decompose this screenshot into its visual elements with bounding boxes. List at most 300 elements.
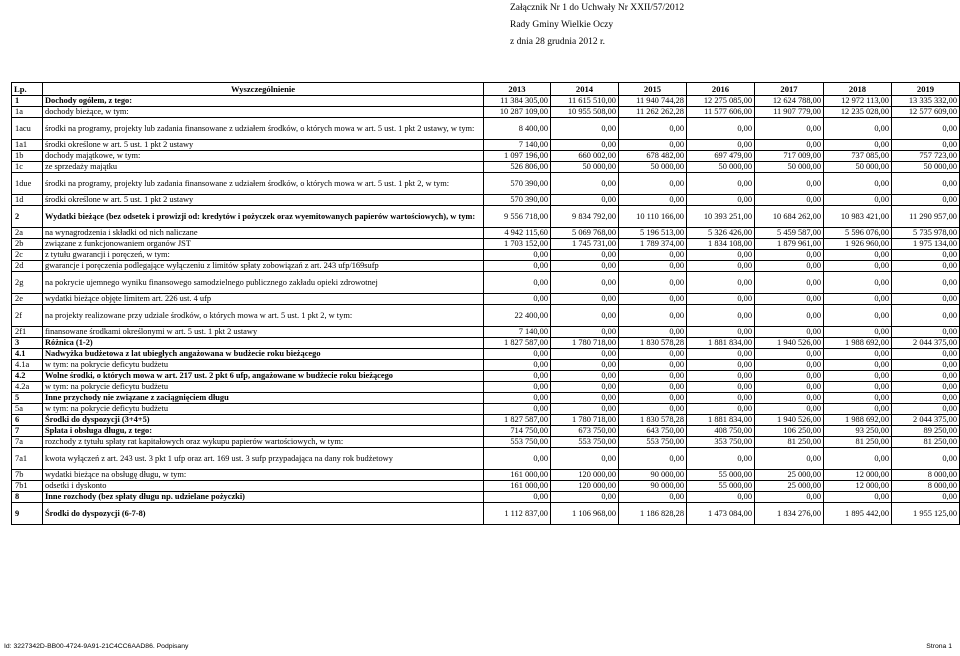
value-cell: 0,00 bbox=[755, 448, 824, 470]
table-row bbox=[12, 250, 960, 261]
value-cell: 1 789 374,00 bbox=[619, 239, 687, 250]
value-cell: 0,00 bbox=[551, 404, 619, 415]
value-cell: 1 827 587,00 bbox=[484, 338, 551, 349]
value-cell: 0,00 bbox=[484, 250, 551, 261]
value-cell: 0,00 bbox=[755, 360, 824, 371]
column-header-year: 2019 bbox=[892, 83, 960, 96]
row-number: 1a bbox=[12, 107, 43, 118]
table-row bbox=[12, 481, 960, 492]
table-row bbox=[12, 437, 960, 448]
value-cell: 0,00 bbox=[687, 272, 755, 294]
value-cell: 9 556 718,00 bbox=[484, 206, 551, 228]
table-row bbox=[12, 261, 960, 272]
row-number: 4.1 bbox=[12, 349, 43, 360]
value-cell: 526 806,00 bbox=[484, 162, 551, 173]
row-description: wydatki bieżące na obsługę długu, w tym: bbox=[43, 470, 484, 481]
row-number: 7a bbox=[12, 437, 43, 448]
value-cell: 0,00 bbox=[892, 305, 960, 327]
value-cell: 93 250,00 bbox=[824, 426, 892, 437]
value-cell: 1 097 196,00 bbox=[484, 151, 551, 162]
value-cell: 0,00 bbox=[687, 118, 755, 140]
value-cell: 0,00 bbox=[892, 393, 960, 404]
value-cell: 0,00 bbox=[551, 448, 619, 470]
value-cell: 0,00 bbox=[755, 393, 824, 404]
value-cell: 10 955 508,00 bbox=[551, 107, 619, 118]
value-cell: 25 000,00 bbox=[755, 481, 824, 492]
value-cell: 0,00 bbox=[892, 371, 960, 382]
value-cell: 0,00 bbox=[551, 382, 619, 393]
value-cell: 1 703 152,00 bbox=[484, 239, 551, 250]
table-row bbox=[12, 503, 960, 525]
row-number: 5 bbox=[12, 393, 43, 404]
value-cell: 8 000,00 bbox=[892, 470, 960, 481]
value-cell: 1 881 834,00 bbox=[687, 415, 755, 426]
value-cell: 1 830 578,28 bbox=[619, 415, 687, 426]
row-description: Różnica (1-2) bbox=[43, 338, 484, 349]
table-row bbox=[12, 382, 960, 393]
value-cell: 1 879 961,00 bbox=[755, 239, 824, 250]
value-cell: 1 834 108,00 bbox=[687, 239, 755, 250]
value-cell: 0,00 bbox=[551, 327, 619, 338]
value-cell: 0,00 bbox=[687, 404, 755, 415]
table-row bbox=[12, 162, 960, 173]
row-number: 8 bbox=[12, 492, 43, 503]
value-cell: 0,00 bbox=[755, 327, 824, 338]
table-row bbox=[12, 448, 960, 470]
value-cell: 11 907 779,00 bbox=[755, 107, 824, 118]
value-cell: 120 000,00 bbox=[551, 481, 619, 492]
value-cell: 0,00 bbox=[687, 349, 755, 360]
value-cell: 1 881 834,00 bbox=[687, 338, 755, 349]
value-cell: 408 750,00 bbox=[687, 426, 755, 437]
value-cell: 1 780 718,00 bbox=[551, 415, 619, 426]
row-number: 2c bbox=[12, 250, 43, 261]
value-cell: 0,00 bbox=[551, 195, 619, 206]
row-description: Środki do dyspozycji (6-7-8) bbox=[43, 503, 484, 525]
row-number: 2 bbox=[12, 206, 43, 228]
table-row bbox=[12, 360, 960, 371]
value-cell: 50 000,00 bbox=[755, 162, 824, 173]
row-number: 1due bbox=[12, 173, 43, 195]
row-description: wydatki bieżące objęte limitem art. 226 ust. 4 ufp bbox=[43, 294, 484, 305]
value-cell: 0,00 bbox=[619, 327, 687, 338]
header-line-2: Rady Gminy Wielkie Oczy bbox=[510, 20, 614, 30]
table-row bbox=[12, 470, 960, 481]
page-number: Strona 1 bbox=[926, 643, 952, 650]
table-row bbox=[12, 492, 960, 503]
header-line-1: Załącznik Nr 1 do Uchwały Nr XXII/57/2012 bbox=[510, 3, 685, 13]
value-cell: 0,00 bbox=[892, 272, 960, 294]
value-cell: 0,00 bbox=[484, 360, 551, 371]
value-cell: 11 577 606,00 bbox=[687, 107, 755, 118]
value-cell: 0,00 bbox=[755, 272, 824, 294]
value-cell: 0,00 bbox=[619, 393, 687, 404]
row-number: 1b bbox=[12, 151, 43, 162]
row-description: finansowane środkami określonymi w art. 5 ust. 1 pkt 2 ustawy bbox=[43, 327, 484, 338]
value-cell: 570 390,00 bbox=[484, 195, 551, 206]
row-number: 2d bbox=[12, 261, 43, 272]
value-cell: 0,00 bbox=[892, 382, 960, 393]
value-cell: 0,00 bbox=[619, 371, 687, 382]
value-cell: 0,00 bbox=[619, 404, 687, 415]
value-cell: 0,00 bbox=[824, 118, 892, 140]
value-cell: 5 196 513,00 bbox=[619, 228, 687, 239]
value-cell: 1 830 578,28 bbox=[619, 338, 687, 349]
value-cell: 10 110 166,00 bbox=[619, 206, 687, 228]
value-cell: 0,00 bbox=[687, 173, 755, 195]
value-cell: 0,00 bbox=[551, 360, 619, 371]
value-cell: 0,00 bbox=[619, 250, 687, 261]
value-cell: 5 459 587,00 bbox=[755, 228, 824, 239]
table-row bbox=[12, 239, 960, 250]
row-description: Wolne środki, o których mowa w art. 217 ust. 2 pkt 6 ufp, angażowane w budżecie roku bieżącego bbox=[43, 371, 484, 382]
value-cell: 0,00 bbox=[755, 140, 824, 151]
value-cell: 0,00 bbox=[551, 371, 619, 382]
row-description: w tym: na pokrycie deficytu budżetu bbox=[43, 382, 484, 393]
row-number: 6 bbox=[12, 415, 43, 426]
value-cell: 1 834 276,00 bbox=[755, 503, 824, 525]
value-cell: 1 780 718,00 bbox=[551, 338, 619, 349]
value-cell: 10 684 262,00 bbox=[755, 206, 824, 228]
table-row bbox=[12, 96, 960, 107]
value-cell: 50 000,00 bbox=[619, 162, 687, 173]
value-cell: 0,00 bbox=[619, 261, 687, 272]
row-description: Wydatki bieżące (bez odsetek i prowizji od: kredytów i pożyczek oraz wyemitowanych papierów wartościowych), w tym: bbox=[43, 206, 484, 228]
row-description: środki określone w art. 5 ust. 1 pkt 2 ustawy bbox=[43, 140, 484, 151]
value-cell: 8 400,00 bbox=[484, 118, 551, 140]
value-cell: 0,00 bbox=[619, 349, 687, 360]
value-cell: 0,00 bbox=[892, 349, 960, 360]
value-cell: 0,00 bbox=[824, 261, 892, 272]
row-number: 4.2a bbox=[12, 382, 43, 393]
value-cell: 0,00 bbox=[755, 195, 824, 206]
table-row bbox=[12, 415, 960, 426]
row-number: 4.2 bbox=[12, 371, 43, 382]
value-cell: 0,00 bbox=[687, 195, 755, 206]
value-cell: 0,00 bbox=[892, 327, 960, 338]
value-cell: 0,00 bbox=[687, 448, 755, 470]
value-cell: 0,00 bbox=[824, 360, 892, 371]
value-cell: 0,00 bbox=[755, 492, 824, 503]
value-cell: 0,00 bbox=[755, 118, 824, 140]
value-cell: 0,00 bbox=[892, 404, 960, 415]
value-cell: 0,00 bbox=[824, 272, 892, 294]
value-cell: 1 988 692,00 bbox=[824, 338, 892, 349]
value-cell: 12 235 028,00 bbox=[824, 107, 892, 118]
value-cell: 0,00 bbox=[755, 294, 824, 305]
value-cell: 55 000,00 bbox=[687, 470, 755, 481]
value-cell: 0,00 bbox=[484, 294, 551, 305]
value-cell: 1 975 134,00 bbox=[892, 239, 960, 250]
document-id: Id: 3227342D-BB00-4724-9A91-21C4CC6AAD86. Podpisany bbox=[4, 643, 189, 650]
row-description: Środki do dyspozycji (3+4+5) bbox=[43, 415, 484, 426]
table-row bbox=[12, 338, 960, 349]
row-number: 1acu bbox=[12, 118, 43, 140]
column-header-year: 2018 bbox=[824, 83, 892, 96]
table-row bbox=[12, 107, 960, 118]
row-number: 5a bbox=[12, 404, 43, 415]
value-cell: 0,00 bbox=[687, 250, 755, 261]
value-cell: 0,00 bbox=[824, 250, 892, 261]
value-cell: 0,00 bbox=[619, 294, 687, 305]
value-cell: 2 044 375,00 bbox=[892, 338, 960, 349]
value-cell: 553 750,00 bbox=[619, 437, 687, 448]
table-header-row bbox=[12, 83, 960, 96]
column-header-year: 2015 bbox=[619, 83, 687, 96]
value-cell: 0,00 bbox=[755, 349, 824, 360]
value-cell: 0,00 bbox=[687, 360, 755, 371]
value-cell: 4 942 115,60 bbox=[484, 228, 551, 239]
value-cell: 50 000,00 bbox=[824, 162, 892, 173]
value-cell: 89 250,00 bbox=[892, 426, 960, 437]
value-cell: 13 335 332,00 bbox=[892, 96, 960, 107]
row-number: 1a1 bbox=[12, 140, 43, 151]
value-cell: 0,00 bbox=[755, 382, 824, 393]
value-cell: 0,00 bbox=[892, 250, 960, 261]
row-description: kwota wyłączeń z art. 243 ust. 3 pkt 1 ufp oraz art. 169 ust. 3 sufp przypadająca na dany rok budżetowy bbox=[43, 448, 484, 470]
value-cell: 0,00 bbox=[755, 371, 824, 382]
value-cell: 0,00 bbox=[551, 349, 619, 360]
value-cell: 10 983 421,00 bbox=[824, 206, 892, 228]
value-cell: 0,00 bbox=[892, 195, 960, 206]
value-cell: 8 000,00 bbox=[892, 481, 960, 492]
value-cell: 1 112 837,00 bbox=[484, 503, 551, 525]
row-number: 7b1 bbox=[12, 481, 43, 492]
value-cell: 0,00 bbox=[619, 360, 687, 371]
value-cell: 55 000,00 bbox=[687, 481, 755, 492]
value-cell: 0,00 bbox=[484, 393, 551, 404]
value-cell: 0,00 bbox=[619, 382, 687, 393]
value-cell: 0,00 bbox=[892, 173, 960, 195]
value-cell: 0,00 bbox=[484, 349, 551, 360]
value-cell: 0,00 bbox=[687, 371, 755, 382]
value-cell: 0,00 bbox=[484, 448, 551, 470]
row-description: rozchody z tytułu spłaty rat kapitałowych oraz wykupu papierów wartościowych, w tym: bbox=[43, 437, 484, 448]
row-description: środki określone w art. 5 ust. 1 pkt 2 ustawy bbox=[43, 195, 484, 206]
row-number: 9 bbox=[12, 503, 43, 525]
value-cell: 11 290 957,00 bbox=[892, 206, 960, 228]
row-number: 2g bbox=[12, 272, 43, 294]
value-cell: 0,00 bbox=[755, 173, 824, 195]
value-cell: 0,00 bbox=[484, 371, 551, 382]
row-number: 7b bbox=[12, 470, 43, 481]
column-header-year: 2014 bbox=[551, 83, 619, 96]
row-description: związane z funkcjonowaniem organów JST bbox=[43, 239, 484, 250]
value-cell: 0,00 bbox=[484, 382, 551, 393]
table-row bbox=[12, 118, 960, 140]
row-description: Spłata i obsługa długu, z tego: bbox=[43, 426, 484, 437]
row-number: 2f1 bbox=[12, 327, 43, 338]
value-cell: 12 577 609,00 bbox=[892, 107, 960, 118]
value-cell: 0,00 bbox=[551, 261, 619, 272]
table-row bbox=[12, 393, 960, 404]
value-cell: 0,00 bbox=[551, 118, 619, 140]
value-cell: 0,00 bbox=[824, 327, 892, 338]
value-cell: 0,00 bbox=[551, 393, 619, 404]
value-cell: 697 479,00 bbox=[687, 151, 755, 162]
value-cell: 1 106 968,00 bbox=[551, 503, 619, 525]
value-cell: 11 384 305,00 bbox=[484, 96, 551, 107]
value-cell: 50 000,00 bbox=[687, 162, 755, 173]
value-cell: 0,00 bbox=[484, 492, 551, 503]
value-cell: 0,00 bbox=[687, 261, 755, 272]
value-cell: 0,00 bbox=[824, 492, 892, 503]
table-row bbox=[12, 371, 960, 382]
table-row bbox=[12, 426, 960, 437]
value-cell: 11 940 744,28 bbox=[619, 96, 687, 107]
value-cell: 81 250,00 bbox=[824, 437, 892, 448]
value-cell: 25 000,00 bbox=[755, 470, 824, 481]
value-cell: 12 000,00 bbox=[824, 470, 892, 481]
value-cell: 7 140,00 bbox=[484, 327, 551, 338]
value-cell: 0,00 bbox=[824, 393, 892, 404]
row-number: 3 bbox=[12, 338, 43, 349]
value-cell: 643 750,00 bbox=[619, 426, 687, 437]
table-row bbox=[12, 404, 960, 415]
value-cell: 0,00 bbox=[687, 294, 755, 305]
value-cell: 5 069 768,00 bbox=[551, 228, 619, 239]
column-header-year: 2017 bbox=[755, 83, 824, 96]
value-cell: 5 326 426,00 bbox=[687, 228, 755, 239]
value-cell: 1 186 828,28 bbox=[619, 503, 687, 525]
value-cell: 570 390,00 bbox=[484, 173, 551, 195]
value-cell: 0,00 bbox=[824, 448, 892, 470]
row-description: na projekty realizowane przy udziale środków, o których mowa w art. 5 ust. 1 pkt 2, w tym: bbox=[43, 305, 484, 327]
value-cell: 0,00 bbox=[484, 261, 551, 272]
value-cell: 0,00 bbox=[551, 140, 619, 151]
value-cell: 0,00 bbox=[619, 195, 687, 206]
value-cell: 0,00 bbox=[755, 305, 824, 327]
table-row bbox=[12, 140, 960, 151]
row-description: na wynagrodzenia i składki od nich naliczane bbox=[43, 228, 484, 239]
row-description: w tym: na pokrycie deficytu budżetu bbox=[43, 404, 484, 415]
value-cell: 717 009,00 bbox=[755, 151, 824, 162]
row-number: 2e bbox=[12, 294, 43, 305]
value-cell: 0,00 bbox=[619, 272, 687, 294]
value-cell: 1 895 442,00 bbox=[824, 503, 892, 525]
value-cell: 0,00 bbox=[892, 492, 960, 503]
value-cell: 1 940 526,00 bbox=[755, 415, 824, 426]
value-cell: 0,00 bbox=[824, 349, 892, 360]
row-number: 2f bbox=[12, 305, 43, 327]
value-cell: 0,00 bbox=[824, 140, 892, 151]
row-description: z tytułu gwarancji i poręczeń, w tym: bbox=[43, 250, 484, 261]
value-cell: 161 000,00 bbox=[484, 481, 551, 492]
row-description: ze sprzedaży majątku bbox=[43, 162, 484, 173]
value-cell: 12 624 788,00 bbox=[755, 96, 824, 107]
table-row bbox=[12, 349, 960, 360]
column-header-description: Wyszczególnienie bbox=[43, 83, 484, 96]
value-cell: 0,00 bbox=[619, 173, 687, 195]
value-cell: 0,00 bbox=[551, 250, 619, 261]
row-number: 7a1 bbox=[12, 448, 43, 470]
value-cell: 1 955 125,00 bbox=[892, 503, 960, 525]
value-cell: 11 262 262,28 bbox=[619, 107, 687, 118]
value-cell: 7 140,00 bbox=[484, 140, 551, 151]
row-description: dochody bieżące, w tym: bbox=[43, 107, 484, 118]
row-number: 4.1a bbox=[12, 360, 43, 371]
value-cell: 0,00 bbox=[484, 404, 551, 415]
value-cell: 0,00 bbox=[619, 118, 687, 140]
value-cell: 1 940 526,00 bbox=[755, 338, 824, 349]
value-cell: 90 000,00 bbox=[619, 470, 687, 481]
value-cell: 0,00 bbox=[892, 360, 960, 371]
value-cell: 0,00 bbox=[755, 404, 824, 415]
value-cell: 1 745 731,00 bbox=[551, 239, 619, 250]
table-row bbox=[12, 294, 960, 305]
value-cell: 12 000,00 bbox=[824, 481, 892, 492]
document-header bbox=[510, 0, 790, 51]
value-cell: 0,00 bbox=[687, 305, 755, 327]
value-cell: 1 988 692,00 bbox=[824, 415, 892, 426]
row-number: 1c bbox=[12, 162, 43, 173]
financial-forecast-table bbox=[11, 82, 960, 525]
value-cell: 10 287 109,00 bbox=[484, 107, 551, 118]
row-number: 2b bbox=[12, 239, 43, 250]
value-cell: 353 750,00 bbox=[687, 437, 755, 448]
table-row bbox=[12, 173, 960, 195]
value-cell: 0,00 bbox=[484, 272, 551, 294]
row-description: Inne rozchody (bez spłaty długu np. udzielane pożyczki) bbox=[43, 492, 484, 503]
value-cell: 0,00 bbox=[551, 492, 619, 503]
value-cell: 1 473 084,00 bbox=[687, 503, 755, 525]
value-cell: 0,00 bbox=[755, 250, 824, 261]
value-cell: 0,00 bbox=[892, 261, 960, 272]
table-row bbox=[12, 228, 960, 239]
value-cell: 106 250,00 bbox=[755, 426, 824, 437]
value-cell: 0,00 bbox=[824, 371, 892, 382]
value-cell: 0,00 bbox=[892, 294, 960, 305]
row-description: środki na programy, projekty lub zadania finansowane z udziałem środków, o których mowa w art. 5 ust. 1 pkt 2, w tym: bbox=[43, 173, 484, 195]
value-cell: 0,00 bbox=[824, 382, 892, 393]
value-cell: 0,00 bbox=[687, 382, 755, 393]
value-cell: 90 000,00 bbox=[619, 481, 687, 492]
value-cell: 0,00 bbox=[619, 448, 687, 470]
row-description: gwarancje i poręczenia podlegające wyłączeniu z limitów spłaty zobowiązań z art. 243 ufp/169sufp bbox=[43, 261, 484, 272]
value-cell: 1 827 587,00 bbox=[484, 415, 551, 426]
table-row bbox=[12, 195, 960, 206]
value-cell: 11 615 510,00 bbox=[551, 96, 619, 107]
header-line-3: z dnia 28 grudnia 2012 r. bbox=[510, 37, 605, 47]
value-cell: 0,00 bbox=[687, 492, 755, 503]
value-cell: 0,00 bbox=[824, 305, 892, 327]
value-cell: 673 750,00 bbox=[551, 426, 619, 437]
value-cell: 5 596 076,00 bbox=[824, 228, 892, 239]
column-header-year: 2013 bbox=[484, 83, 551, 96]
row-description: odsetki i dyskonto bbox=[43, 481, 484, 492]
value-cell: 50 000,00 bbox=[551, 162, 619, 173]
row-number: 2a bbox=[12, 228, 43, 239]
row-description: Nadwyżka budżetowa z lat ubiegłych angażowana w budżecie roku bieżącego bbox=[43, 349, 484, 360]
value-cell: 737 085,00 bbox=[824, 151, 892, 162]
column-header-year: 2016 bbox=[687, 83, 755, 96]
value-cell: 0,00 bbox=[824, 195, 892, 206]
value-cell: 0,00 bbox=[824, 404, 892, 415]
value-cell: 0,00 bbox=[551, 294, 619, 305]
row-description: Inne przychody nie związane z zaciągnięciem długu bbox=[43, 393, 484, 404]
value-cell: 5 735 978,00 bbox=[892, 228, 960, 239]
row-number: 1 bbox=[12, 96, 43, 107]
value-cell: 0,00 bbox=[619, 305, 687, 327]
value-cell: 0,00 bbox=[892, 140, 960, 151]
value-cell: 12 972 113,00 bbox=[824, 96, 892, 107]
value-cell: 120 000,00 bbox=[551, 470, 619, 481]
value-cell: 0,00 bbox=[824, 173, 892, 195]
value-cell: 0,00 bbox=[687, 327, 755, 338]
value-cell: 0,00 bbox=[619, 492, 687, 503]
value-cell: 553 750,00 bbox=[551, 437, 619, 448]
value-cell: 1 926 960,00 bbox=[824, 239, 892, 250]
